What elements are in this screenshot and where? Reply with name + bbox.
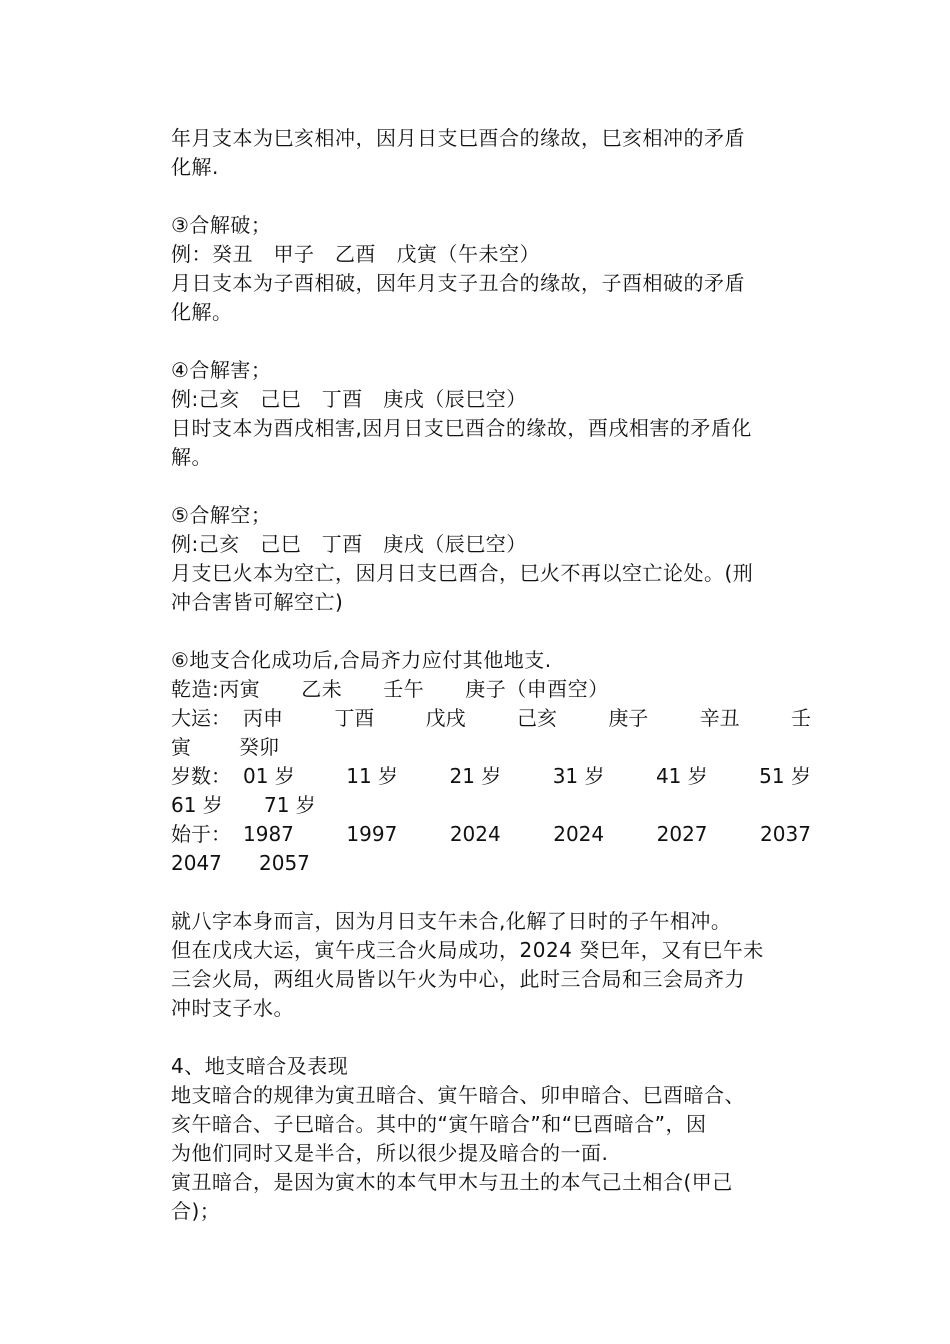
- shiyu-item: 1987: [243, 822, 294, 846]
- dayun-cells: [243, 704, 811, 733]
- text-line: 化解。: [171, 300, 233, 324]
- shiyu-item: 2037: [760, 822, 811, 846]
- shiyu-item: 2024: [553, 822, 605, 846]
- text-line: 为他们同时又是半合，所以很少提及暗合的一面.: [171, 1141, 609, 1165]
- shiyu-item: 2057: [259, 851, 310, 875]
- text-line: 月日支本为子酉相破，因年月支子丑合的缘故，子酉相破的矛盾: [171, 271, 745, 295]
- chart-line: 乾造:丙寅 乙未 壬午 庚子（申酉空）: [171, 677, 609, 701]
- suishu-item: 51 岁: [759, 764, 811, 788]
- shiyu-label: 始于：: [171, 822, 231, 846]
- shiyu-item: 2027: [656, 822, 708, 846]
- suishu-label: 岁数：: [171, 764, 231, 788]
- suishu-row: [171, 762, 811, 791]
- section-heading: ⑤合解空；: [171, 503, 272, 527]
- shiyu-row: [171, 820, 811, 849]
- dayun-row: [171, 704, 811, 733]
- text-line: 日时支本为酉戌相害,因月日支巳酉合的缘故，酉戌相害的矛盾化: [171, 416, 752, 440]
- shiyu-item: 2024: [449, 822, 501, 846]
- text-line: 年月支本为巳亥相冲，因月日支巳酉合的缘故，巳亥相冲的矛盾: [171, 126, 745, 150]
- section-heading: ③合解破；: [171, 213, 272, 237]
- dayun-item: 寅: [171, 735, 191, 759]
- suishu-item: 01 岁: [243, 764, 295, 788]
- section-heading: ④合解害；: [171, 358, 272, 382]
- suishu-item: 61 岁: [171, 793, 223, 817]
- dayun-label: 大运：: [171, 706, 231, 730]
- dayun-row-cont: [171, 733, 811, 762]
- suishu-cells: [243, 762, 811, 791]
- text-line: 解。: [171, 445, 212, 469]
- dayun-item: 丙申: [243, 706, 283, 730]
- suishu-item: 11 岁: [346, 764, 399, 788]
- example-line: 例：癸丑 甲子 乙酉 戊寅（午未空）: [171, 242, 540, 266]
- text-line: 三会火局，两组火局皆以午火为中心，此时三合局和三会局齐力: [171, 967, 745, 991]
- dayun-item: 丁酉: [334, 706, 375, 730]
- shiyu-cells: [243, 820, 811, 849]
- dayun-item: 己亥: [516, 706, 557, 730]
- document-body: [171, 124, 811, 1226]
- example-line: 例:己亥 己巳 丁酉 庚戌（辰巳空）: [171, 387, 527, 411]
- text-line: 化解.: [171, 155, 219, 179]
- text-line: 合)；: [171, 1199, 221, 1223]
- text-line: 月支巳火本为空亡，因月日支巳酉合，巳火不再以空亡论处。(刑: [171, 561, 754, 585]
- text-line: 冲时支子水。: [171, 996, 294, 1020]
- text-line: 寅丑暗合，是因为寅木的本气甲木与丑土的本气己土相合(甲己: [171, 1170, 733, 1194]
- text-line: 地支暗合的规律为寅丑暗合、寅午暗合、卯申暗合、巳酉暗合、: [171, 1083, 745, 1107]
- suishu-item: 41 岁: [655, 764, 708, 788]
- shiyu-row-cont: [171, 849, 811, 878]
- suishu-item: 71 岁: [264, 793, 316, 817]
- dayun-item: 壬: [790, 706, 811, 730]
- dayun-item: 辛丑: [699, 706, 740, 730]
- text-line: 冲合害皆可解空亡): [171, 590, 344, 614]
- shiyu-item: 2047: [171, 851, 222, 875]
- suishu-item: 21 岁: [449, 764, 502, 788]
- dayun-item: 戊戌: [425, 706, 466, 730]
- dayun-item: 癸卯: [239, 735, 279, 759]
- example-line: 例:己亥 己巳 丁酉 庚戌（辰巳空）: [171, 532, 527, 556]
- section-heading: ⑥地支合化成功后,合局齐力应付其他地支.: [171, 648, 552, 672]
- text-line: 但在戊戌大运，寅午戌三合火局成功，2024 癸巳年，又有巳午未: [171, 938, 764, 962]
- text-line: 就八字本身而言，因为月日支午未合,化解了日时的子午相冲。: [171, 909, 732, 933]
- dayun-item: 庚子: [608, 706, 649, 730]
- section-heading: 4、地支暗合及表现: [171, 1054, 349, 1078]
- text-line: 亥午暗合、子巳暗合。其中的“寅午暗合”和“巳酉暗合”，因: [171, 1112, 707, 1136]
- shiyu-item: 1997: [346, 822, 398, 846]
- suishu-row-cont: [171, 791, 811, 820]
- suishu-item: 31 岁: [552, 764, 605, 788]
